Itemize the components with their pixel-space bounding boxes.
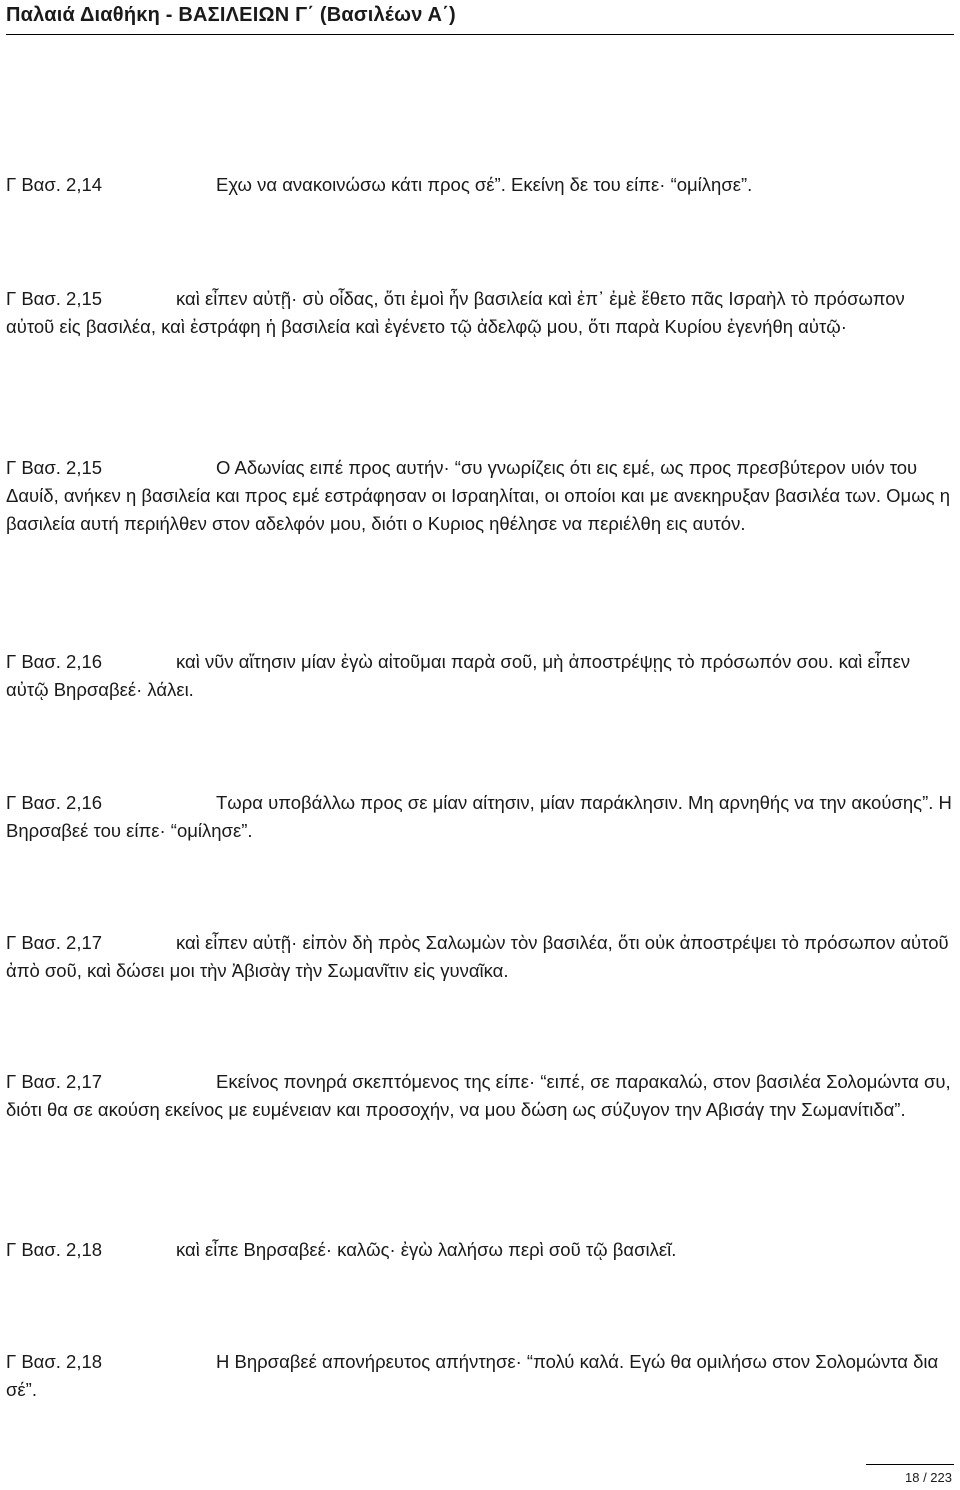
verse-reference: Γ Βασ. 2,18 — [6, 1351, 103, 1372]
verse-text: Η Βηρσαβεέ απονήρευτος απήντησε· “πολύ καλά. Εγώ θα ομιλήσω στον Σολομώντα δια σέ”. — [6, 1351, 939, 1400]
header-divider — [6, 34, 954, 35]
verse-text: καὶ εἶπεν αὐτῇ· εἰπὸν δὴ πρὸς Σαλωμὼν τὸν βασιλέα, ὅτι οὐκ ἀποστρέψει τὸ πρόσωπον αὐτοῦ ἀπὸ σοῦ, καὶ δώσει μοι τὴν Ἀβισὰγ τὴν Σωμανῖτιν εἰς γυναῖκα. — [6, 932, 949, 981]
verse-text: Ο Αδωνίας ειπέ προς αυτήν· “συ γνωρίζεις ότι εις εμέ, ως προς πρεσβύτερον υιόν του Δαυίδ, ανήκεν η βασιλεία και προς εμέ εστράφησαν οι Ισραηλίται, οι οποίοι και με ανεκηρυξαν βασιλέα των. Ομως η βασιλεία αυτή περιήλθεν στον αδελφόν μου, διότι ο Κυριος ηθέλησε να περιέλθη εις αυτόν. — [6, 457, 951, 534]
page-footer — [0, 1460, 960, 1490]
verse-text: Τωρα υποβάλλω προς σε μίαν αίτησιν, μίαν παράκλησιν. Μη αρνηθής να την ακούσης”. Η Βηρσαβεέ του είπε· “ομίλησε”. — [6, 792, 952, 841]
page-number: 18 / 223 — [905, 1470, 952, 1485]
verse-block — [6, 1348, 956, 1404]
verse-block — [6, 454, 956, 538]
page-title: Παλαιά Διαθήκη - ΒΑΣΙΛΕΙΩΝ Γ΄ (Βασιλέων Α΄) — [6, 4, 456, 26]
verse-block — [6, 1236, 956, 1264]
verse-text: Εχω να ανακοινώσω κάτι προς σέ”. Εκείνη δε του είπε· “ομίλησε”. — [216, 174, 753, 195]
verse-reference: Γ Βασ. 2,16 — [6, 792, 103, 813]
verse-reference: Γ Βασ. 2,16 — [6, 651, 103, 672]
verse-block — [6, 285, 956, 341]
verse-reference: Γ Βασ. 2,15 — [6, 288, 103, 309]
verse-block — [6, 1068, 956, 1124]
verse-block — [6, 648, 956, 704]
verse-block — [6, 789, 956, 845]
verse-text: καὶ εἶπε Βηρσαβεέ· καλῶς· ἐγὼ λαλήσω περὶ σοῦ τῷ βασιλεῖ. — [176, 1239, 677, 1260]
verse-reference: Γ Βασ. 2,17 — [6, 1071, 103, 1092]
verse-reference: Γ Βασ. 2,17 — [6, 932, 103, 953]
verse-reference: Γ Βασ. 2,14 — [6, 174, 103, 195]
verse-reference: Γ Βασ. 2,15 — [6, 457, 103, 478]
footer-divider — [866, 1464, 954, 1465]
verse-text: Εκείνος πονηρά σκεπτόμενος της είπε· “ειπέ, σε παρακαλώ, στον βασιλέα Σολομώντα συ, διότι θα σε ακούση εκείνος με ευμένειαν και προσοχήν, να μου δώση ως σύζυγον την Αβισάγ την Σωμανίτιδα”. — [6, 1071, 951, 1120]
verse-block — [6, 929, 956, 985]
verse-text: καὶ νῦν αἴτησιν μίαν ἐγὼ αἰτοῦμαι παρὰ σοῦ, μὴ ἀποστρέψῃς τὸ πρόσωπόν σου. καὶ εἶπεν αὐτῷ Βηρσαβεέ· λάλει. — [6, 651, 911, 700]
verse-reference: Γ Βασ. 2,18 — [6, 1239, 103, 1260]
page-header — [6, 0, 954, 36]
verse-block — [6, 171, 956, 199]
verse-text: καὶ εἶπεν αὐτῇ· σὺ οἶδας, ὅτι ἐμοὶ ἦν βασιλεία καὶ ἐπ᾿ ἐμὲ ἔθετο πᾶς Ισραὴλ τὸ πρόσωπον αὐτοῦ εἰς βασιλέα, καὶ ἐστράφη ἡ βασιλεία καὶ ἐγένετο τῷ ἀδελφῷ μου, ὅτι παρὰ Κυρίου ἐγενήθη αὐτῷ· — [6, 288, 905, 337]
